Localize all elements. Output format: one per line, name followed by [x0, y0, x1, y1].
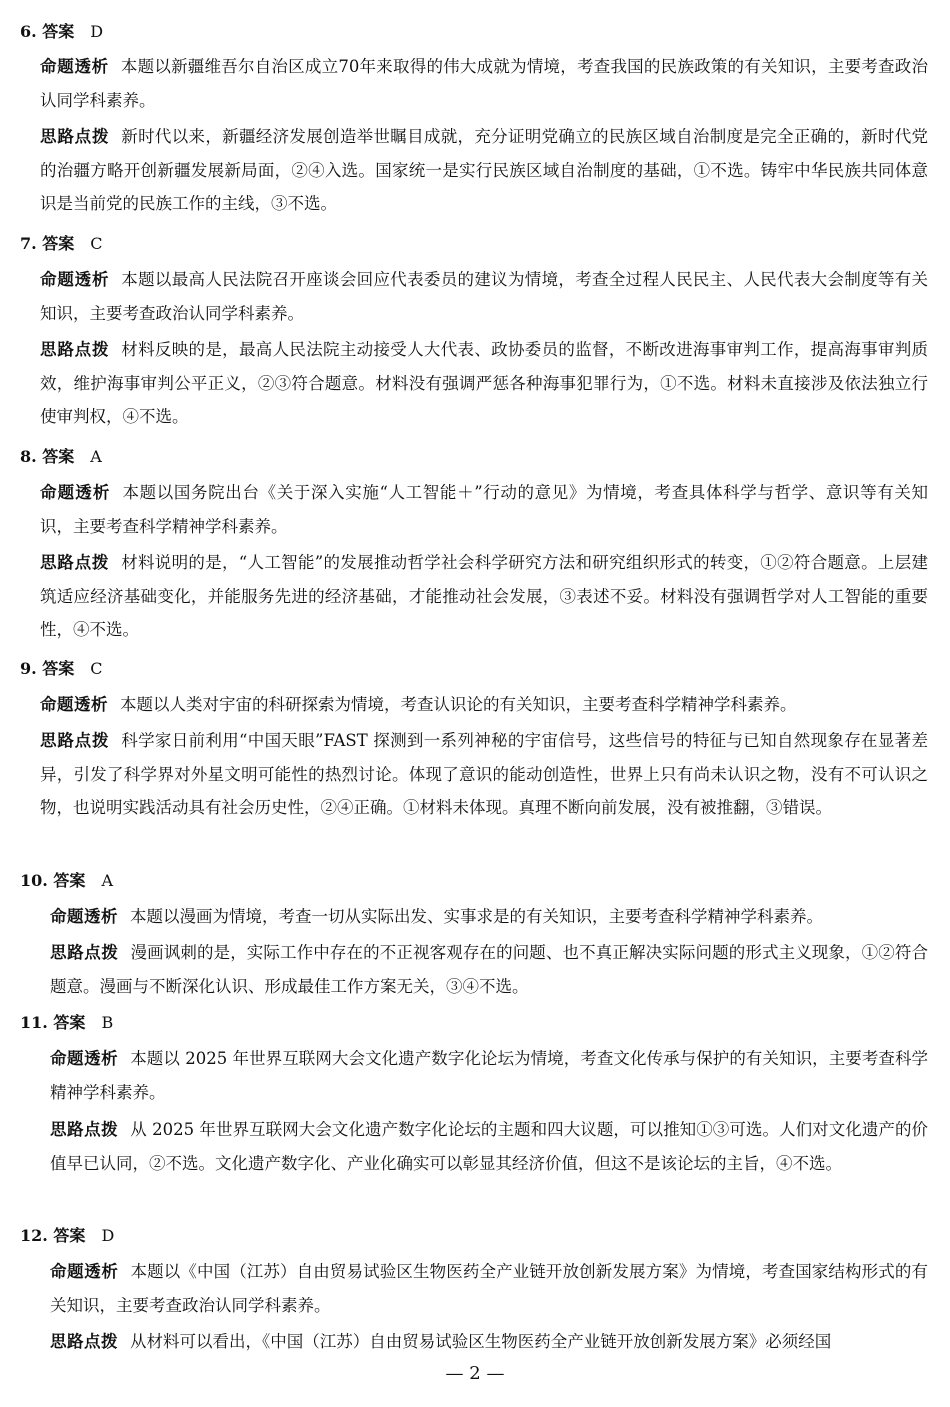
question-number: 6.: [20, 22, 37, 41]
answer-label: 答案: [42, 234, 75, 253]
question-7-hint: [40, 333, 928, 434]
hint-text: 从材料可以看出，《中国（江苏）自由贸易试验区生物医药全产业链开放创新发展方案》必须经国: [130, 1332, 832, 1351]
question-9-header: [20, 655, 103, 683]
hint-label: 思路点拨: [50, 943, 119, 962]
question-9-hint: [40, 724, 928, 825]
question-12-header: [20, 1222, 114, 1250]
answer-value: B: [101, 1013, 114, 1032]
analysis-label: 命题透析: [40, 57, 109, 76]
hint-label: 思路点拨: [40, 553, 110, 572]
hint-label: 思路点拨: [40, 731, 110, 750]
hint-text: 新时代以来，新疆经济发展创造举世瞩目成就，充分证明党确立的民族区域自治制度是完全正确的，新时代党的治疆方略开创新疆发展新局面，②④入选。国家统一是实行民族区域自治制度的基础，①不选。铸牢中华民族共同体意识是当前党的民族工作的主线，③不选。: [40, 127, 929, 213]
question-9-analysis: [40, 688, 928, 722]
answer-value: C: [90, 659, 103, 678]
answer-value: D: [101, 1226, 115, 1245]
question-number: 7.: [20, 234, 37, 253]
answer-label: 答案: [42, 659, 75, 678]
analysis-text: 本题以最高人民法院召开座谈会回应代表委员的建议为情境，考查全过程人民民主、人民代表大会制度等有关知识，主要考查政治认同学科素养。: [40, 270, 929, 323]
question-6-analysis: [40, 50, 928, 117]
hint-text: 材料说明的是，“人工智能”的发展推动哲学社会科学研究方法和研究组织形式的转变，①②符合题意。上层建筑适应经济基础变化，并能服务先进的经济基础，才能推动社会发展，③表述不妥。材料没有强调哲学对人工智能的重要性，④不选。: [40, 553, 928, 639]
answer-label: 答案: [53, 1013, 86, 1032]
analysis-label: 命题透析: [50, 1262, 119, 1281]
question-number: 9.: [20, 659, 37, 678]
question-10-hint: [50, 936, 928, 1003]
analysis-label: 命题透析: [40, 695, 108, 714]
analysis-text: 本题以漫画为情境，考查一切从实际出发、实事求是的有关知识，主要考查科学精神学科素养。: [130, 907, 823, 926]
hint-label: 思路点拨: [40, 340, 110, 359]
question-6-header: [20, 18, 103, 46]
hint-label: 思路点拨: [40, 127, 110, 146]
question-12-hint: [50, 1325, 928, 1359]
hint-text: 漫画讽刺的是，实际工作中存在的不正视客观存在的问题、也不真正解决实际问题的形式主义现象，①②符合题意。漫画与不断深化认识、形成最佳工作方案无关，③④不选。: [50, 943, 929, 996]
page-number: — 2 —: [445, 1363, 505, 1384]
question-number: 12.: [20, 1226, 48, 1245]
question-7-header: [20, 230, 103, 258]
question-10-analysis: [50, 900, 928, 934]
hint-text: 材料反映的是，最高人民法院主动接受人大代表、政协委员的监督，不断改进海事审判工作，提高海事审判质效，维护海事审判公平正义，②③符合题意。材料没有强调严惩各种海事犯罪行为，①不选。材料未直接涉及依法独立行使审判权，④不选。: [40, 340, 929, 426]
analysis-text: 本题以 2025 年世界互联网大会文化遗产数字化论坛为情境，考查文化传承与保护的有关知识，主要考查科学精神学科素养。: [50, 1049, 929, 1102]
answer-label: 答案: [42, 447, 75, 466]
analysis-label: 命题透析: [40, 483, 111, 502]
answer-value: A: [101, 871, 113, 890]
answer-label: 答案: [42, 22, 75, 41]
question-6-hint: [40, 120, 928, 221]
analysis-text: 本题以人类对宇宙的科研探索为情境，考查认识论的有关知识，主要考查科学精神学科素养。: [120, 695, 797, 714]
question-8-hint: [40, 546, 928, 647]
answer-value: A: [90, 447, 102, 466]
question-number: 11.: [20, 1013, 48, 1032]
question-8-analysis: [40, 476, 928, 543]
answer-label: 答案: [53, 1226, 86, 1245]
analysis-label: 命题透析: [50, 1049, 119, 1068]
question-10-header: [20, 867, 113, 895]
question-number: 10.: [20, 871, 48, 890]
question-number: 8.: [20, 447, 37, 466]
question-11-hint: [50, 1113, 928, 1180]
analysis-label: 命题透析: [50, 907, 118, 926]
analysis-text: 本题以国务院出台《关于深入实施“人工智能＋”行动的意见》为情境，考查具体科学与哲学、意识等有关知识，主要考查科学精神学科素养。: [40, 483, 929, 536]
question-7-analysis: [40, 263, 928, 330]
analysis-label: 命题透析: [40, 270, 110, 289]
analysis-text: 本题以《中国（江苏）自由贸易试验区生物医药全产业链开放创新发展方案》为情境，考查国家结构形式的有关知识，主要考查政治认同学科素养。: [50, 1262, 929, 1315]
question-8-header: [20, 443, 102, 471]
answer-label: 答案: [53, 871, 86, 890]
hint-label: 思路点拨: [50, 1332, 118, 1351]
answer-value: D: [90, 22, 104, 41]
question-11-header: [20, 1009, 113, 1037]
hint-label: 思路点拨: [50, 1120, 119, 1139]
question-12-analysis: [50, 1255, 928, 1322]
hint-text: 从 2025 年世界互联网大会文化遗产数字化论坛的主题和四大议题，可以推知①③可选。人们对文化遗产的价值早已认同，②不选。文化遗产数字化、产业化确实可以彰显其经济价值，但这不是该论坛的主旨，④不选。: [50, 1120, 929, 1173]
hint-text: 科学家日前利用“中国天眼”FAST 探测到一系列神秘的宇宙信号，这些信号的特征与已知自然现象存在显著差异，引发了科学界对外星文明可能性的热烈讨论。体现了意识的能动创造性，世界上只有尚未认识之物，没有不可认识之物，也说明实践活动具有社会历史性，②④正确。①材料未体现。真理不断向前发展，没有被推翻，③错误。: [40, 731, 928, 817]
analysis-text: 本题以新疆维吾尔自治区成立70年来取得的伟大成就为情境，考查我国的民族政策的有关知识，主要考查政治认同学科素养。: [40, 57, 928, 110]
question-11-analysis: [50, 1042, 928, 1109]
answer-value: C: [90, 234, 103, 253]
